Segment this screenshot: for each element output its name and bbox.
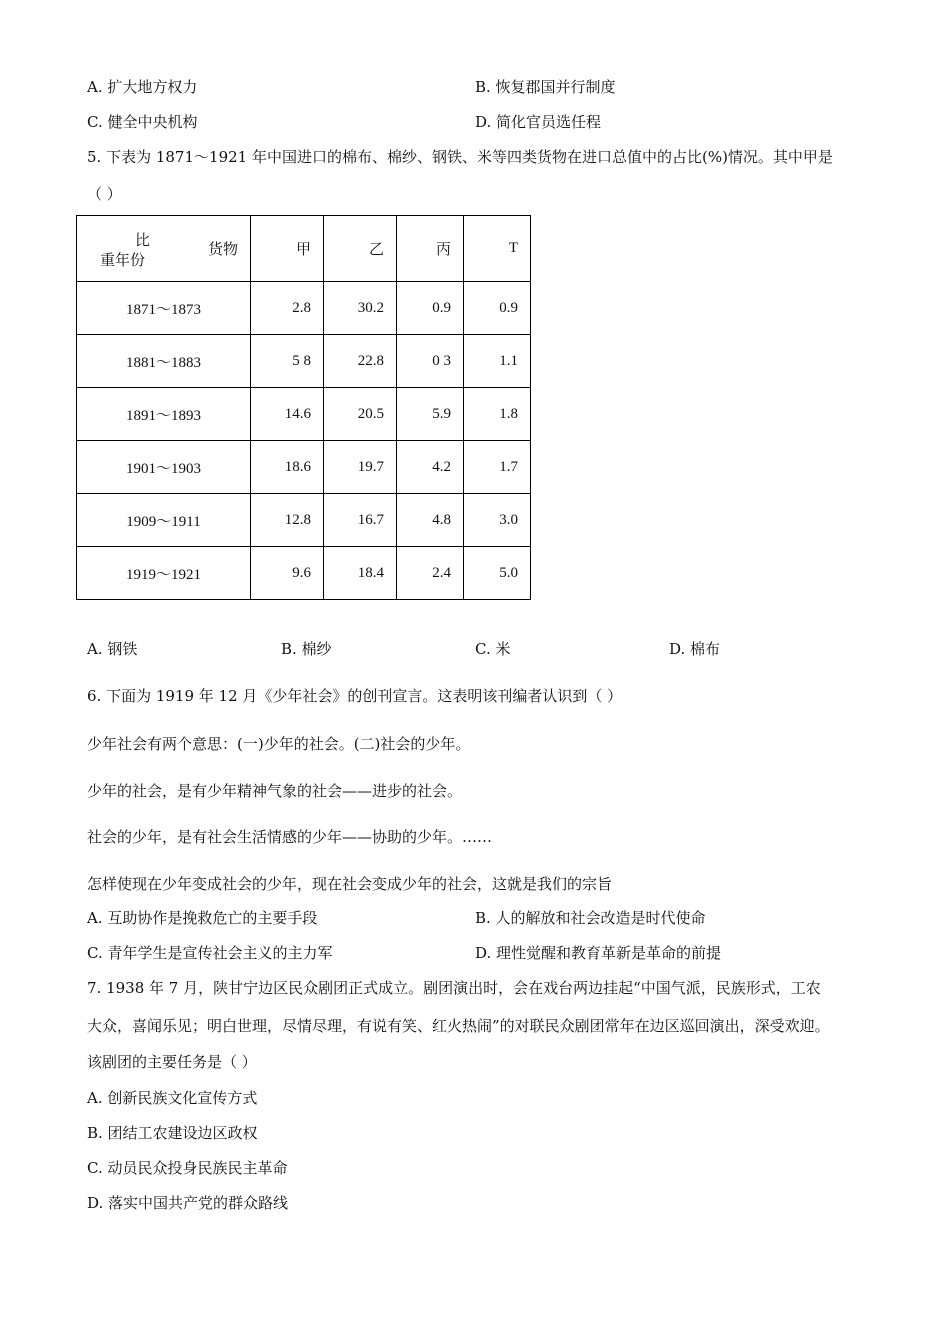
column-header: T [464,216,531,282]
table-cell: 30.2 [324,282,397,335]
corner-label-top: 比 [135,232,151,249]
table-cell: 18.6 [251,441,324,494]
q5-table [76,215,531,600]
table-cell: 18.4 [324,547,397,600]
table-cell: 1.7 [464,441,531,494]
table-cell: 4.2 [397,441,464,494]
row-years: 1891～1893 [77,388,251,441]
q5-stem: 5. 下表为 1871～1921 年中国进口的棉布、棉纱、钢铁、米等四类货物在进口总值中的占比(%)情况。其中甲是 [87,148,833,166]
row-years: 1901～1903 [77,441,251,494]
table-cell: 2.4 [397,547,464,600]
q5-option-d: D. 棉布 [669,640,721,658]
table-cell: 2.8 [251,282,324,335]
q7-option-c: C. 动员民众投身民族民主革命 [87,1159,288,1177]
table-cell: 19.7 [324,441,397,494]
table-cell: 0.9 [397,282,464,335]
corner-label-goods: 货物 [208,241,239,258]
table-cell: 1.1 [464,335,531,388]
q7-stem-line: 该剧团的主要任务是（ ） [87,1053,257,1071]
table-cell: 5.0 [464,547,531,600]
row-years: 1909～1911 [77,494,251,547]
q5-paren: （ ） [87,185,122,203]
table-cell: 1.8 [464,388,531,441]
q4-option-b: B. 恢复郡国并行制度 [475,78,616,96]
table-row [77,494,531,547]
table-cell: 20.5 [324,388,397,441]
q4-option-c: C. 健全中央机构 [87,113,198,131]
row-years: 1871～1873 [77,282,251,335]
table-cell: 16.7 [324,494,397,547]
table-corner-cell [77,216,251,282]
q6-quote-line: 少年社会有两个意思：(一)少年的社会。(二)社会的少年。 [87,735,471,753]
table-cell: 4.8 [397,494,464,547]
table-cell: 9.6 [251,547,324,600]
q4-option-a: A. 扩大地方权力 [87,78,198,96]
table-cell: 0.9 [464,282,531,335]
table-row [77,441,531,494]
table-row [77,282,531,335]
table-row [77,335,531,388]
q6-quote-line: 少年的社会，是有少年精神气象的社会——进步的社会。 [87,782,463,800]
q6-quote-line: 社会的少年，是有社会生活情感的少年——协助的少年。…… [87,828,493,846]
table-row [77,388,531,441]
q7-option-d: D. 落实中国共产党的群众路线 [87,1194,289,1212]
table-header-row [77,216,531,282]
column-header: 丙 [397,216,464,282]
q7-option-b: B. 团结工农建设边区政权 [87,1124,258,1142]
q7-stem-line: 大众，喜闻乐见；明白世理，尽情尽理，有说有笑、红火热闹”的对联民众剧团常年在边区巡回演出，深受欢迎。 [87,1017,830,1035]
table-cell: 14.6 [251,388,324,441]
column-header: 乙 [324,216,397,282]
row-years: 1919～1921 [77,547,251,600]
table-cell: 5.9 [397,388,464,441]
q5-option-c: C. 米 [475,640,511,658]
q5-option-b: B. 棉纱 [281,640,332,658]
q6-option-a: A. 互助协作是挽救危亡的主要手段 [87,909,318,927]
corner-label-bottom: 重年份 [100,252,146,269]
table-cell: 22.8 [324,335,397,388]
q6-option-d: D. 理性觉醒和教育革新是革命的前提 [475,944,722,962]
q4-option-d: D. 简化官员选任程 [475,113,602,131]
q6-option-c: C. 青年学生是宣传社会主义的主力军 [87,944,333,962]
table-cell: 12.8 [251,494,324,547]
column-header: 甲 [251,216,324,282]
q5-option-a: A. 钢铁 [87,640,138,658]
q6-quote-line: 怎样使现在少年变成社会的少年，现在社会变成少年的社会，这就是我们的宗旨 [87,875,613,893]
table-cell: 5 8 [251,335,324,388]
row-years: 1881～1883 [77,335,251,388]
q7-option-a: A. 创新民族文化宣传方式 [87,1089,258,1107]
q7-stem-line: 7. 1938 年 7 月，陕甘宁边区民众剧团正式成立。剧团演出时，会在戏台两边挂起“中国气派，民族形式，工农 [87,979,821,997]
q6-stem: 6. 下面为 1919 年 12 月《少年社会》的创刊宣言。这表明该刊编者认识到（ ） [87,687,623,705]
table-cell: 0 3 [397,335,464,388]
table-cell: 3.0 [464,494,531,547]
q6-option-b: B. 人的解放和社会改造是时代使命 [475,909,706,927]
table-row [77,547,531,600]
